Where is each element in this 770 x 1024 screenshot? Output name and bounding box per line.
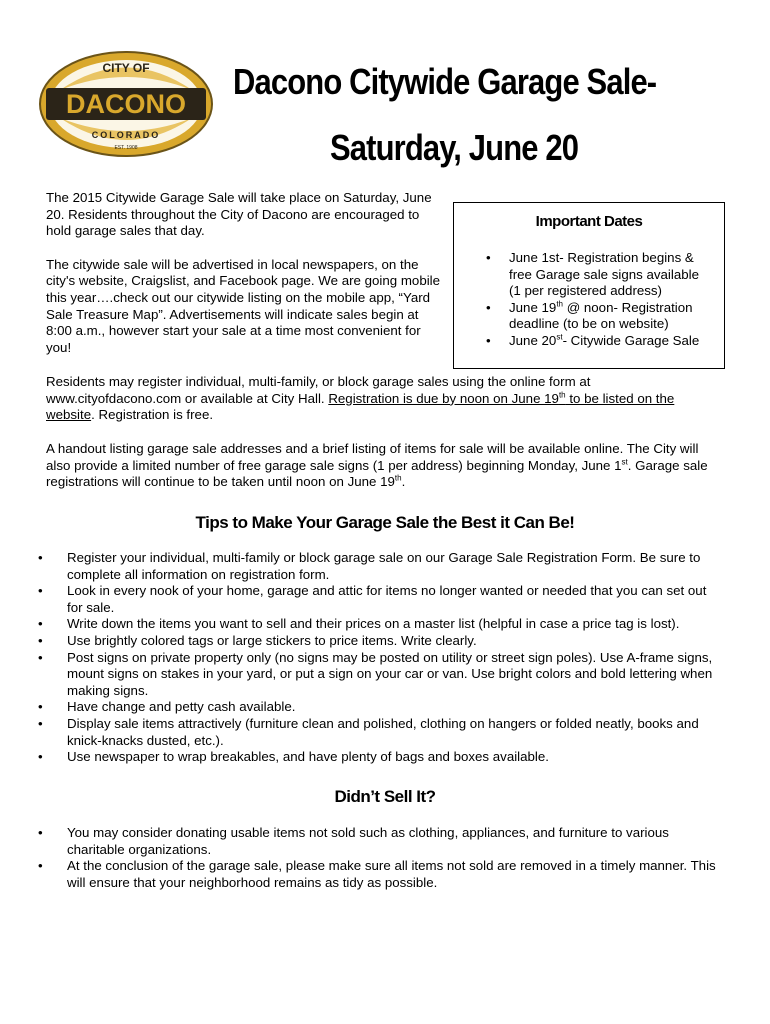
didnt-sell-heading: Didn’t Sell It?: [334, 787, 436, 806]
logo-name: DACONO: [66, 89, 186, 119]
registration-deadline-text: Registration is due by noon on June 19: [328, 390, 559, 406]
handout-text: .: [401, 474, 406, 490]
didnt-sell-item: • At the conclusion of the garage sale, please make sure all items not sold are removed in a timely manner. This will ensure that your neighborhood remains as tidy as possible.: [38, 858, 718, 891]
tips-heading: Tips to Make Your Garage Sale the Best it Can Be!: [195, 513, 575, 532]
tip-item: • Use brightly colored tags or large stickers to price items. Write clearly.: [38, 633, 718, 650]
intro-section: [46, 190, 443, 356]
tips-list: [38, 550, 718, 766]
important-dates-box: [453, 202, 725, 369]
registration-text: . Registration is free.: [91, 407, 214, 423]
intro-paragraph-1: The 2015 Citywide Garage Sale will take place on Saturday, June 20. Residents throughout the City of Dacono are encouraged to hold garage sales that day.: [46, 190, 432, 239]
logo-established: EST. 1908: [114, 145, 138, 151]
tip-item: • Use newspaper to wrap breakables, and have plenty of bags and boxes available.: [38, 749, 718, 766]
logo-top-text: CITY OF: [102, 61, 150, 75]
ordinal-suffix: th: [558, 390, 566, 400]
page-title-line1: Dacono Citywide Garage Sale-: [233, 61, 657, 102]
important-date-text: June 20: [509, 332, 557, 348]
tip-item: • Display sale items attractively (furniture clean and polished, clothing on hangers or folded neatly, books and knick-knacks dusted, etc.).: [38, 716, 718, 749]
important-date-text: June 19: [509, 299, 557, 315]
tip-item: • Post signs on private property only (no signs may be posted on utility or street sign poles). Use A-frame signs, mount signs on stakes in your yard, or put a sign on your car or van. Use bright colors and bold lettering when making signs.: [38, 650, 718, 700]
important-date-text: @ noon- Registration deadline (to be on website): [509, 299, 693, 332]
ordinal-suffix: st: [621, 457, 628, 467]
important-date-text: June 1st- Registration begins & free Garage sale signs available (1 per registered address): [509, 250, 699, 299]
registration-paragraph: [46, 374, 726, 424]
tip-item: • Have change and petty cash available.: [38, 699, 718, 716]
city-seal-graphic: [38, 50, 218, 160]
important-dates-heading: Important Dates: [535, 213, 643, 230]
page-title-line2: Saturday, June 20: [330, 127, 579, 168]
important-date-item: [486, 300, 712, 333]
logo-bottom-text: COLORADO: [91, 130, 161, 140]
important-date-item: [486, 250, 712, 300]
ordinal-suffix: th: [394, 473, 402, 483]
intro-paragraph-2: The citywide sale will be advertised in local newspapers, on the city's website, Craigslist, and Facebook page. We are going mobile this year….check out our citywide listing on the mobile app, “Yard Sale Treasure Map”. Advertisements will indicate sales begin at 8:00 a.m., however start your sale at a time most convenient for you!: [46, 256, 441, 355]
city-logo: [38, 50, 218, 160]
tip-item: • Register your individual, multi-family or block garage sale on our Garage Sale Registration Form. Be sure to complete all information on registration form.: [38, 550, 718, 583]
tip-item: • Look in every nook of your home, garage and attic for items no longer wanted or needed that you can set out for sale.: [38, 583, 718, 616]
important-date-text: - Citywide Garage Sale: [562, 332, 700, 348]
handout-text: A handout listing garage sale addresses and a brief listing of items for sale will be available online. The City will also provide a limited number of free garage sale signs (1 per address) beginning Monday, June 1: [46, 441, 699, 473]
handout-paragraph: [46, 441, 726, 491]
ordinal-suffix: st: [556, 332, 563, 342]
handout-text: . Garage sale registrations will continue to be taken until noon on June 19: [46, 457, 708, 490]
registration-text: Residents may register individual, multi-family, or block garage sales using the online form at www.cityofdacono.com or available at City Hall.: [46, 374, 591, 406]
didnt-sell-list: [38, 825, 718, 891]
registration-deadline-text: to be listed on the website: [46, 390, 675, 423]
ordinal-suffix: th: [556, 299, 563, 309]
tip-item: • Write down the items you want to sell and their prices on a master list (helpful in case a price tag is lost).: [38, 616, 718, 633]
important-dates-list: [486, 250, 712, 350]
didnt-sell-item: • You may consider donating usable items not sold such as clothing, appliances, and furniture to various charitable organizations.: [38, 825, 718, 858]
important-date-item: [486, 333, 712, 350]
